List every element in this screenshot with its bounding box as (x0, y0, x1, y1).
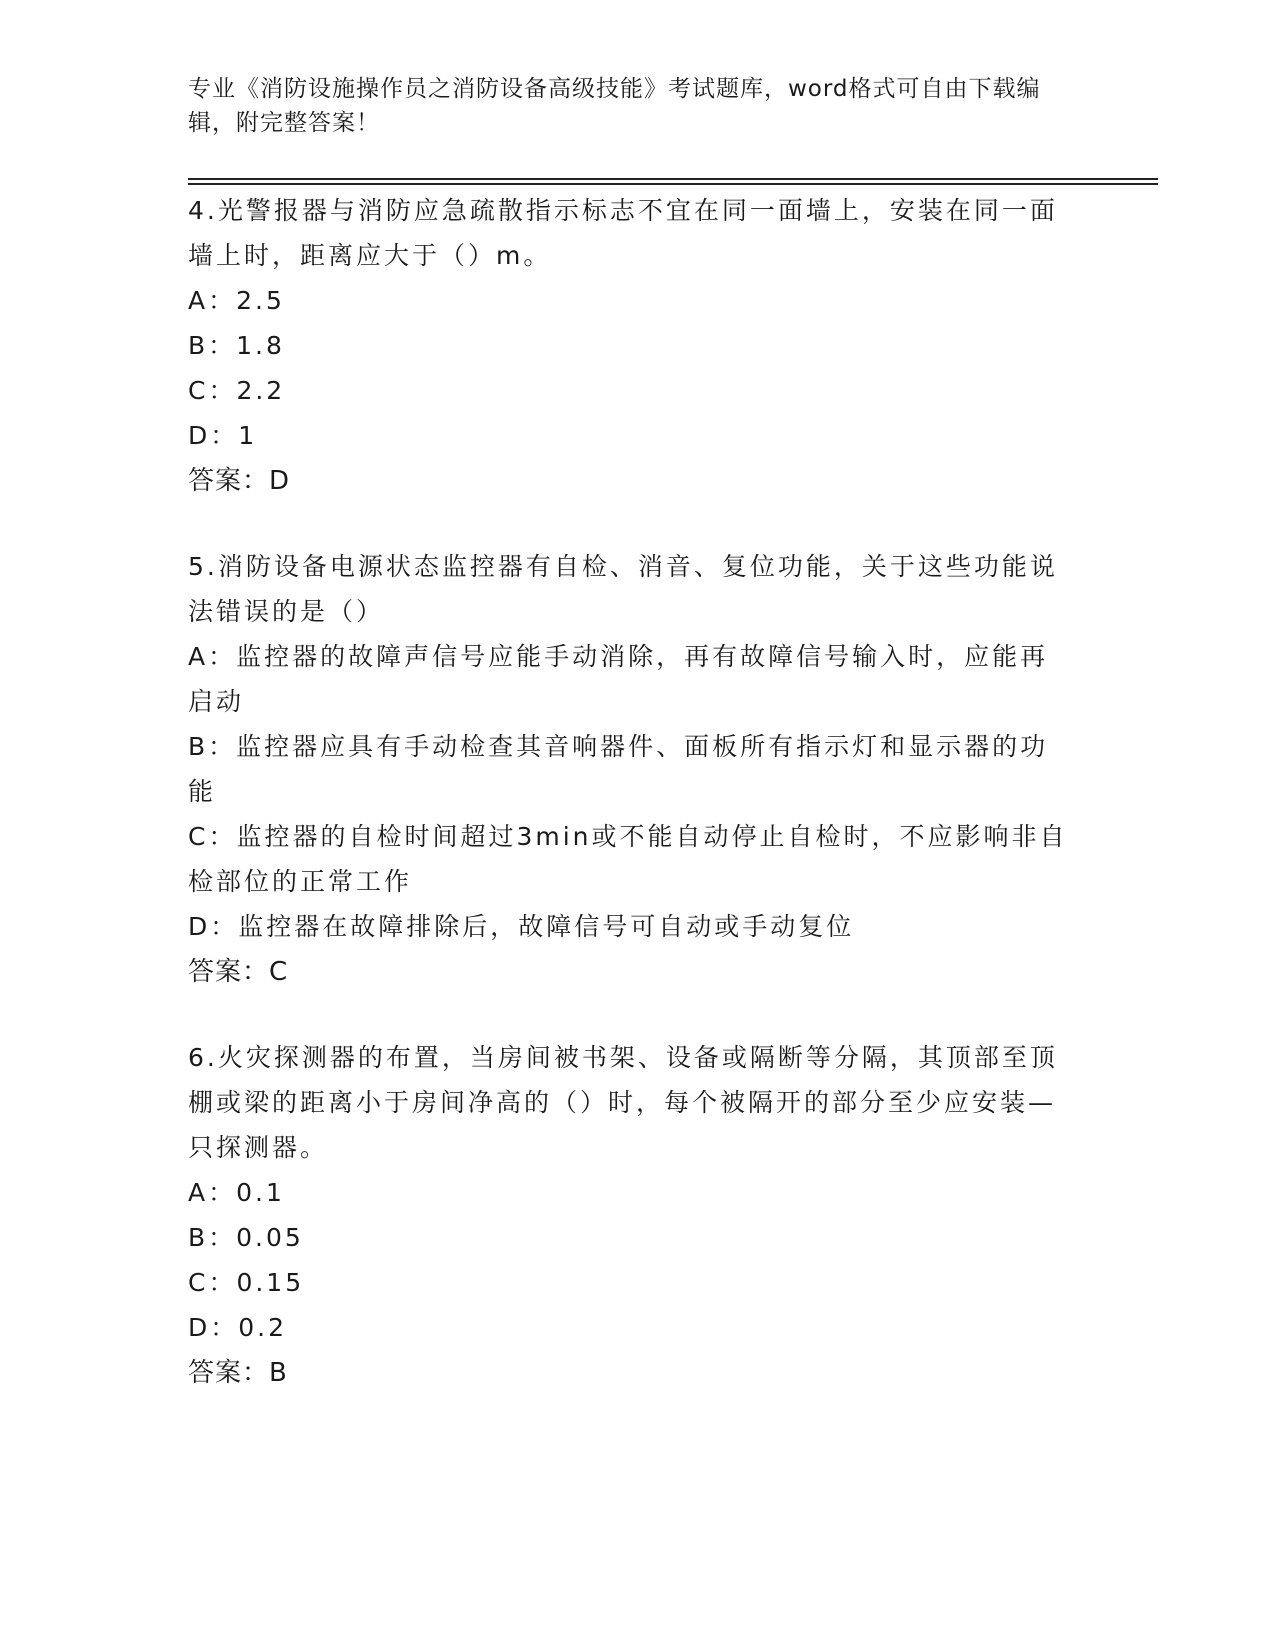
question-stem: 6.火灾探测器的布置，当房间被书架、设备或隔断等分隔，其顶部至顶棚或梁的距离小于房间净高的（）时，每个被隔开的部分至少应安装—只探测器。 (188, 1043, 1058, 1162)
option-a: A：监控器的故障声信号应能手动消除，再有故障信号输入时，应能再启动 (188, 642, 1049, 716)
option-b: B：监控器应具有手动检查其音响器件、面板所有指示灯和显示器的功能 (188, 732, 1049, 806)
question-6 (188, 1035, 1068, 1396)
question-stem: 5.消防设备电源状态监控器有自检、消音、复位功能，关于这些功能说法错误的是（） (188, 552, 1058, 626)
option-c: C：0.15 (188, 1268, 305, 1297)
question-5 (188, 544, 1068, 995)
question-4 (188, 188, 1068, 504)
question-list (188, 188, 1068, 1436)
option-d: D：0.2 (188, 1313, 288, 1342)
option-b: B：0.05 (188, 1223, 304, 1252)
option-c: C：监控器的自检时间超过3min或不能自动停止自检时，不应影响非自检部位的正常工作 (188, 822, 1068, 896)
option-a: A：0.1 (188, 1178, 285, 1207)
header-divider-bottom (188, 183, 1158, 185)
header-note: 专业《消防设施操作员之消防设备高级技能》考试题库，word格式可自由下载编辑，附完整答案！ (188, 76, 1041, 136)
option-d: D：监控器在故障排除后，故障信号可自动或手动复位 (188, 912, 855, 941)
answer: 答案：D (188, 466, 291, 496)
question-stem: 4.光警报器与消防应急疏散指示标志不宜在同一面墙上，安装在同一面墙上时，距离应大于（）m。 (188, 196, 1058, 270)
option-d: D：1 (188, 421, 258, 450)
answer: 答案：B (188, 1358, 288, 1388)
header-divider-top (188, 178, 1158, 180)
answer: 答案：C (188, 957, 289, 987)
option-b: B：1.8 (188, 331, 285, 360)
option-c: C：2.2 (188, 376, 286, 405)
option-a: A：2.5 (188, 286, 285, 315)
